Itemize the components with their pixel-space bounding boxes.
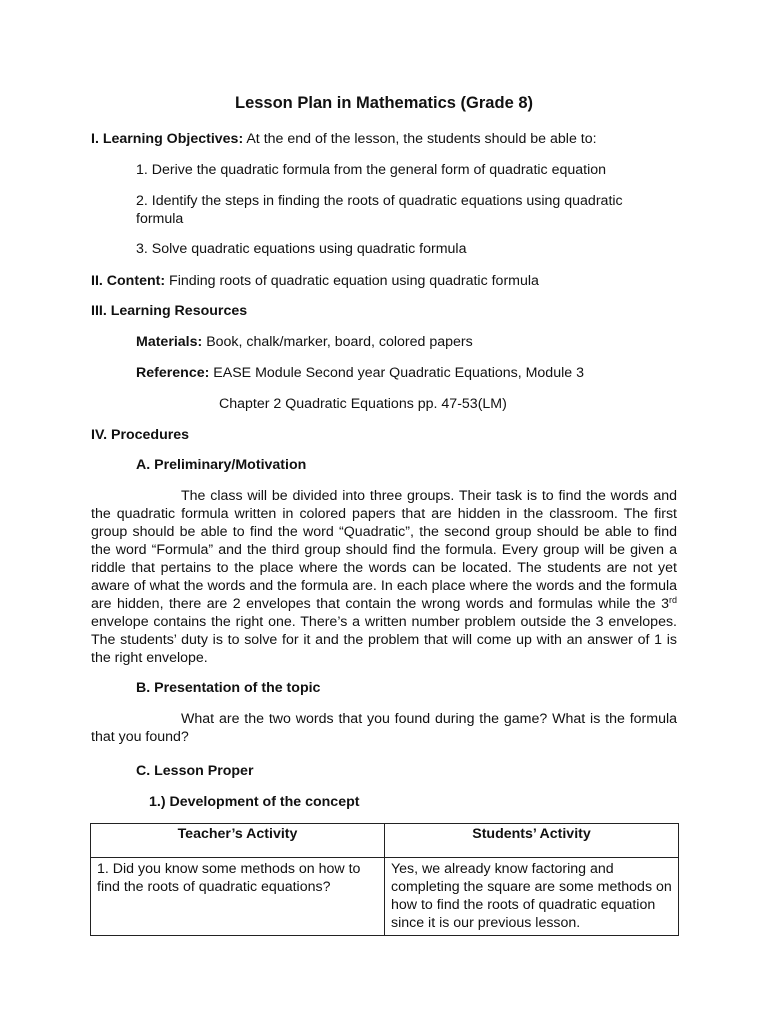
- objective-item-1: 1. Derive the quadratic formula from the general form of quadratic equation: [136, 162, 607, 178]
- content-line: [91, 272, 539, 290]
- reference-line: [136, 364, 584, 382]
- preliminary-text-2: envelope contains the right one. There’s a written number problem outside the 3 envelopes. The students’ duty is to solve for it and the problem that will come up with an answer of 1 is the right envelope.: [91, 614, 677, 666]
- presentation-heading: B. Presentation of the topic: [136, 680, 321, 696]
- page-title: Lesson Plan in Mathematics (Grade 8): [235, 94, 533, 112]
- objective-item-3: 3. Solve quadratic equations using quadratic formula: [136, 241, 467, 257]
- objectives-heading: I. Learning Objectives:: [91, 131, 244, 147]
- preliminary-heading: A. Preliminary/Motivation: [136, 457, 307, 473]
- reference-line-2: Chapter 2 Quadratic Equations pp. 47-53(LM): [219, 396, 507, 412]
- teacher-activity-cell: 1. Did you know some methods on how to find the roots of quadratic equations?: [91, 858, 385, 936]
- teacher-activity-header: Teacher’s Activity: [91, 824, 385, 858]
- content-text: Finding roots of quadratic equation using quadratic formula: [169, 273, 539, 289]
- preliminary-text-1: The class will be divided into three groups. Their task is to find the words and the quadratic formula written in colored papers that are hidden in the classroom. The first group should be able to find the word “Quadratic”, the second group should be able to find the word “Formula” and the third group should find the formula. Every group will be given a riddle that pertains to the place where the words can be located. The students are not yet aware of what the words and the formula are. In each place where the words and the formula are hidden, there are 2 envelopes that contain the wrong words and formulas while the 3: [91, 488, 677, 612]
- students-activity-cell: Yes, we already know factoring and completing the square are some methods on how to find the roots of quadratic equation since it is our previous lesson.: [385, 858, 679, 936]
- materials-line: [136, 333, 473, 351]
- table-header-row: [91, 824, 679, 858]
- development-heading: 1.) Development of the concept: [149, 794, 360, 810]
- objectives-line: [91, 130, 597, 148]
- procedures-heading: IV. Procedures: [91, 427, 190, 443]
- reference-label: Reference:: [136, 365, 210, 381]
- activity-table: [90, 823, 679, 936]
- content-heading: II. Content:: [91, 273, 166, 289]
- presentation-paragraph: [91, 710, 677, 746]
- lesson-proper-heading: C. Lesson Proper: [136, 763, 254, 779]
- reference-text: EASE Module Second year Quadratic Equations, Module 3: [213, 365, 584, 381]
- superscript-rd: rd: [668, 595, 677, 605]
- resources-heading: III. Learning Resources: [91, 303, 248, 319]
- objectives-intro: At the end of the lesson, the students should be able to:: [246, 131, 597, 147]
- materials-text: Book, chalk/marker, board, colored papers: [206, 334, 473, 350]
- table-row: [91, 858, 679, 936]
- objective-item-2: 2. Identify the steps in finding the roots of quadratic equations using quadratic formula: [136, 193, 623, 227]
- presentation-text: What are the two words that you found during the game? What is the formula that you found?: [91, 711, 677, 745]
- students-activity-header: Students’ Activity: [385, 824, 679, 858]
- materials-label: Materials:: [136, 334, 203, 350]
- preliminary-paragraph: [91, 487, 677, 667]
